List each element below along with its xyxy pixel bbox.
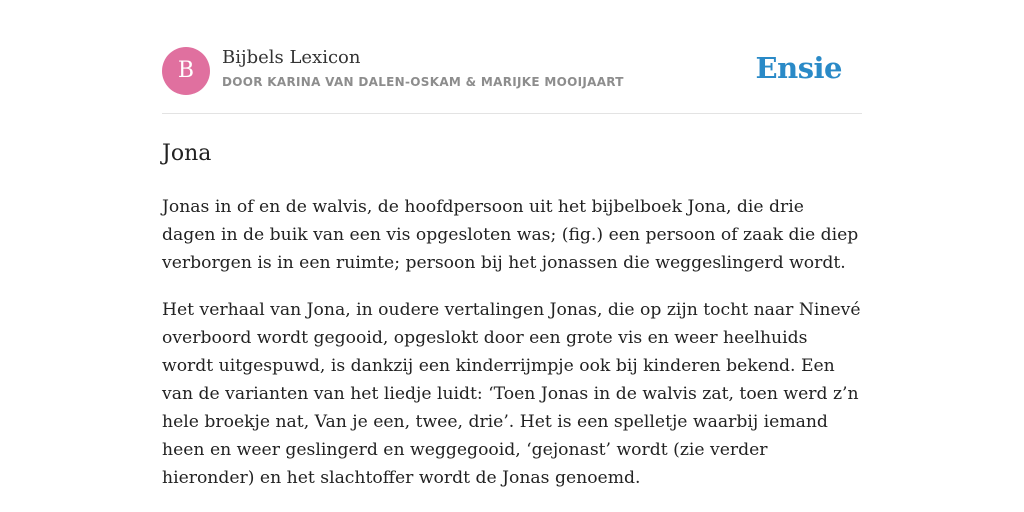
source-authors: DOOR KARINA VAN DALEN-OSKAM & MARIJKE MOOIJAART [222,75,624,89]
entry-headword: Jona [162,141,212,166]
source-title-link[interactable]: Bijbels Lexicon [222,47,361,68]
entry-header [162,0,862,114]
entry-paragraph-explanation: Het verhaal van Jona, in oudere vertalingen Jonas, die op zijn tocht naar Ninevé overboord wordt gegooid, opgeslokt door een grote vis en weer heelhuids wordt uitgespuwd, is dankzij een kinderrijmpje ook bij kinderen bekend. Een van de varianten van het liedje luidt: ‘Toen Jonas in de walvis zat, toen werd z’n hele broekje nat, Van je een, twee, drie’. Het is een spelletje waarbij iemand heen en weer geslingerd en weggegooid, ‘gejonast’ wordt (zie verder hieronder) en het slachtoffer wordt de Jonas genoemd. [162,300,861,488]
ensie-logo[interactable]: Ensie [755,51,842,85]
source-avatar[interactable]: B [162,47,210,95]
entry-paragraph-definition: Jonas in of en de walvis, de hoofdpersoon uit het bijbelboek Jona, die drie dagen in de buik van een vis opgesloten was; (fig.) een persoon of zaak die diep verborgen is in een ruimte; persoon bij het jonassen die weggeslingerd wordt. [162,197,859,273]
entry-card [162,0,862,492]
